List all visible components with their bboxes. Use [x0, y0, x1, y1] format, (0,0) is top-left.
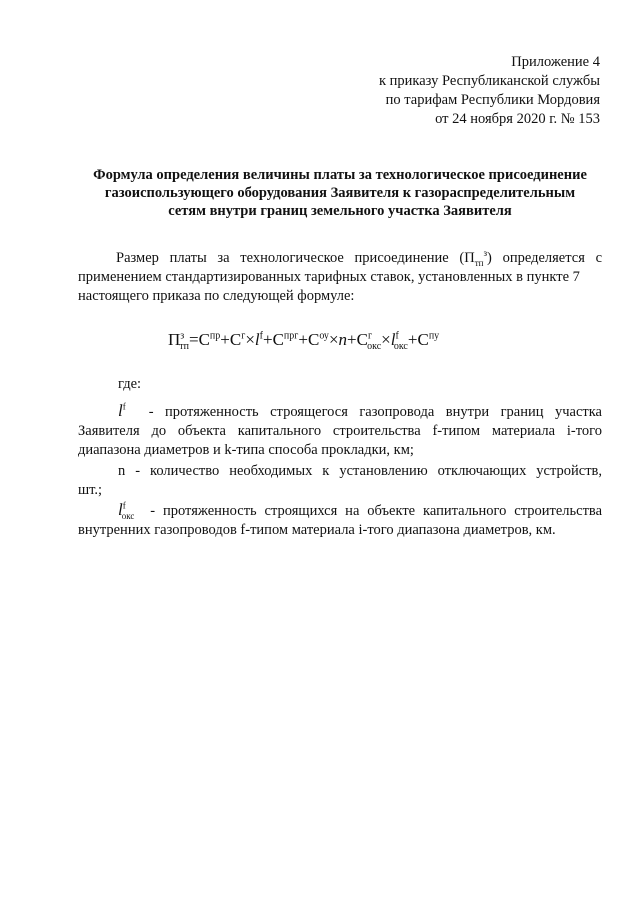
intro-sup: з: [483, 248, 488, 259]
where-label: где:: [118, 376, 142, 392]
payment-formula: [168, 330, 440, 353]
formula-lhs: П: [168, 330, 181, 349]
intro-text-part-2: ) определяется с: [487, 250, 603, 266]
formula-sup-g: г: [241, 330, 246, 342]
definition-1-symbol: [118, 401, 126, 420]
definition-3-symbol-l: l: [118, 500, 123, 519]
formula-c-pu: С: [417, 330, 429, 349]
intro-text-part-1: Размер платы за технологическое присоединение (П: [116, 250, 475, 266]
definition-3-line-1: - протяженность строящихся на объекте капитального строительства: [150, 503, 603, 519]
formula-l-1: l: [254, 330, 260, 349]
formula-times-3: ×: [381, 330, 391, 349]
formula-lhs-sup: з: [180, 330, 185, 342]
definition-1-symbol-sup: f: [122, 401, 126, 412]
definition-3-symbol-sup: f: [122, 500, 126, 511]
definition-1-rest: Заявителя до объекта капитального строительства f-типом материала i-того диапазона диаметров и k-типа способа прокладки, км;: [78, 423, 602, 458]
formula-times-2: ×: [328, 330, 339, 349]
definition-3-symbol: [118, 500, 135, 522]
appendix-line-3: по тарифам Республики Мордовия: [385, 92, 600, 108]
intro-line-1: [78, 249, 602, 268]
formula-sup-g-2: г: [367, 330, 373, 342]
appendix-line-1: Приложение 4: [511, 54, 600, 70]
document-title: [60, 166, 620, 220]
title-line-2: газоиспользующего оборудования Заявителя к газораспределительным: [104, 185, 576, 201]
definition-1-symbol-l: l: [118, 401, 123, 420]
formula-sup-f-2: f: [395, 330, 399, 342]
formula-c-g: С: [229, 330, 242, 349]
title-line-3: сетям внутри границ земельного участка Заявителя: [168, 203, 512, 219]
intro-line-3: настоящего приказа по следующей формуле:: [78, 288, 355, 304]
formula-plus-4: +: [347, 330, 357, 349]
formula-sup-prg: прг: [283, 330, 299, 342]
formula-c-pr: С: [198, 330, 210, 349]
title-line-1: Формула определения величины платы за технологическое присоединение: [93, 167, 587, 183]
formula-sup-pu: пу: [428, 330, 440, 342]
intro-paragraph: [78, 249, 602, 306]
formula-c-prg: С: [272, 330, 284, 349]
definition-1-line-1: - протяженность строящегося газопровода внутри границ участка: [148, 404, 602, 420]
definition-3-first-line: [78, 500, 602, 521]
formula-equals: =: [188, 330, 199, 349]
formula-sub-oks-1: окс: [367, 341, 382, 353]
formula-n: n: [338, 330, 348, 349]
formula-plus-5: +: [407, 330, 418, 349]
formula-c-ou: С: [307, 330, 320, 349]
definition-device-count: [78, 462, 602, 500]
intro-line-2: применением стандартизированных тарифных ставок, установленных в пункте 7: [78, 269, 580, 285]
appendix-line-2: к приказу Республиканской службы: [378, 73, 600, 89]
formula-c-g-oks: С: [356, 330, 368, 349]
formula-plus-2: +: [262, 330, 273, 349]
appendix-header: [379, 53, 600, 129]
definition-2-line-1: n - количество необходимых к установлению отключающих устройств,: [118, 463, 602, 479]
definition-1-first-line: [78, 401, 602, 422]
formula-sup-ou: оу: [319, 330, 329, 342]
definition-pipeline-length: [78, 401, 602, 460]
appendix-line-4: от 24 ноября 2020 г. № 153: [435, 111, 600, 127]
formula-sub-oks-2: окс: [393, 341, 408, 353]
definition-2-rest: шт.;: [78, 482, 103, 498]
definition-internal-pipeline-length: [78, 500, 602, 540]
intro-sub: тп: [474, 257, 484, 268]
definition-3-symbol-sub: окс: [121, 511, 135, 522]
formula-plus-1: +: [220, 330, 230, 349]
formula-sup-f-1: f: [259, 330, 263, 342]
formula-lhs-sub: тп: [179, 341, 189, 353]
formula-l-2: l: [390, 330, 396, 349]
definition-3-rest: внутренних газопроводов f-типом материала i-того диапазона диаметров, км.: [78, 522, 556, 538]
formula-sup-pr: пр: [209, 330, 221, 342]
formula-times-1: ×: [245, 330, 255, 349]
formula-plus-3: +: [298, 330, 308, 349]
